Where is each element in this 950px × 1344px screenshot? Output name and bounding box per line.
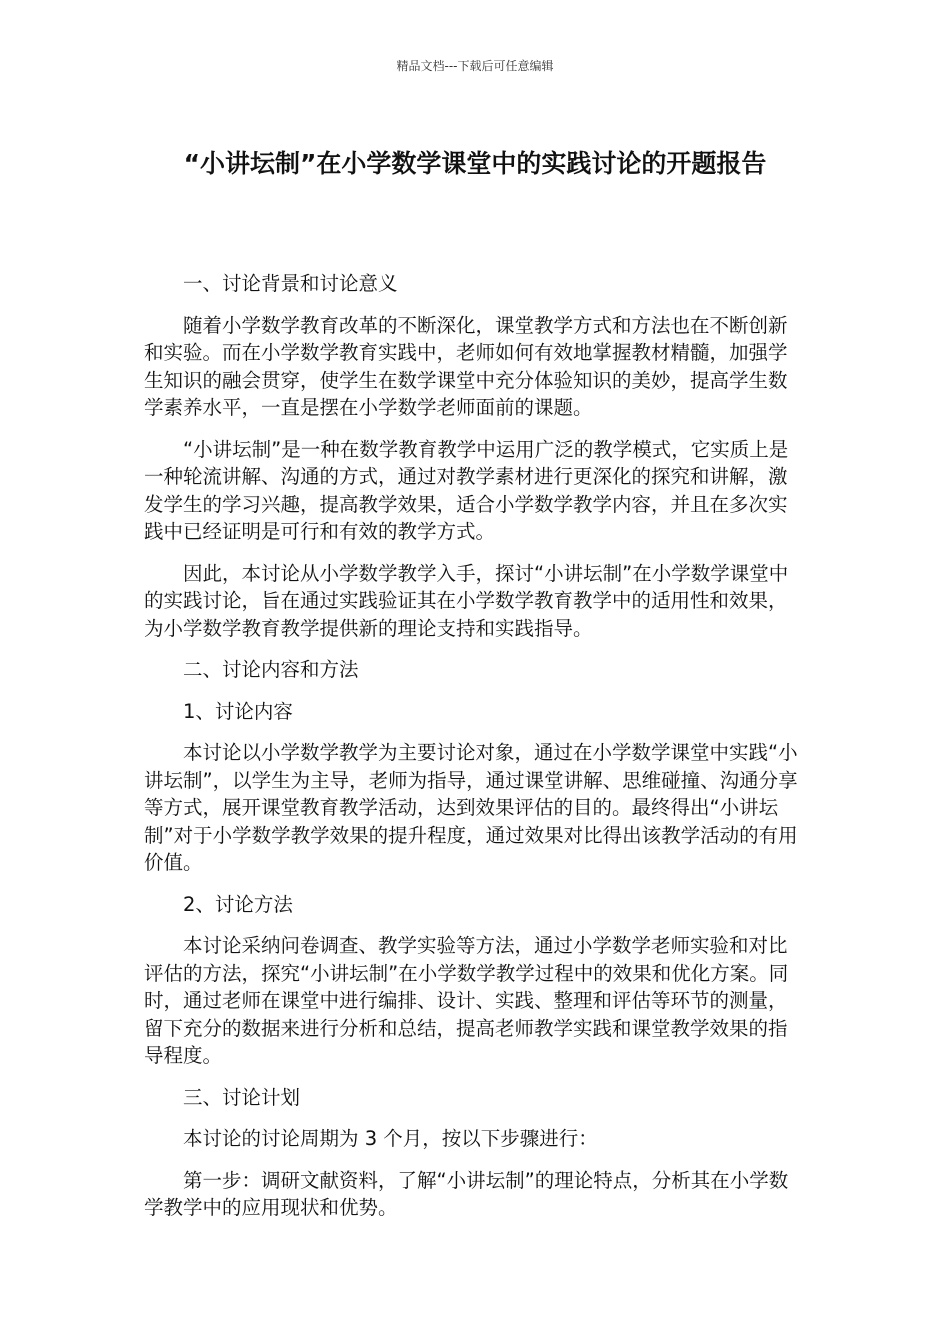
paragraph: “小讲坛制”是一种在数学教育教学中运用广泛的教学模式，它实质上是一种轮流讲解、沟通的方式，通过对教学素材进行更深化的探究和讲解，激发学生的学习兴趣，提高教学效果，适合小学数学教学内容，并且在多次实践中已经证明是可行和有效的教学方式。 [144,437,789,543]
section-heading: 三、讨论计划 [183,1085,301,1109]
section-heading: 二、讨论内容和方法 [183,658,359,681]
page-header: 精品文档---下载后可任意编辑 [396,59,554,73]
paragraph: 本讨论采纳问卷调查、教学实验等方法，通过小学数学老师实验和对比评估的方法，探究“小讲坛制”在小学数学教学过程中的效果和优化方案。同时，通过老师在课堂中进行编排、设计、实践、整理和评估等环节的测量，留下充分的数据来进行分析和总结，提高老师教学实践和课堂教学效果的指导程度。 [144,934,789,1067]
section-heading: 一、讨论背景和讨论意义 [183,272,398,295]
paragraph: 随着小学数学教育改革的不断深化，课堂教学方式和方法也在不断创新和实验。而在小学数学教育实践中，老师如何有效地掌握教材精髓，加强学生知识的融会贯穿，使学生在数学课堂中充分体验知识的美妙，提高学生数学素养水平，一直是摆在小学数学老师面前的课题。 [144,313,788,419]
subsection-heading: 1、讨论内容 [183,699,293,723]
subsection-heading: 2、讨论方法 [183,892,293,916]
paragraph: 本讨论以小学数学教学为主要讨论对象，通过在小学数学课堂中实践“小讲坛制”，以学生为主导，老师为指导，通过课堂讲解、思维碰撞、沟通分享等方式，展开课堂教育教学活动，达到效果评估的目的。最终得出“小讲坛制”对于小学数学教学效果的提升程度，通过效果对比得出该教学活动的有用价值。 [144,741,798,874]
document-body [144,270,800,1236]
document-title: “小讲坛制”在小学数学课堂中的实践讨论的开题报告 [183,149,767,178]
paragraph: 因此，本讨论从小学数学教学入手，探讨“小讲坛制”在小学数学课堂中的实践讨论，旨在通过实践验证其在小学数学教育教学中的适用性和效果，为小学数学教育教学提供新的理论支持和实践指导。 [144,561,789,640]
paragraph: 本讨论的讨论周期为 3 个月，按以下步骤进行： [183,1127,598,1150]
paragraph: 第一步：调研文献资料，了解“小讲坛制”的理论特点，分析其在小学数学教学中的应用现状和优势。 [144,1168,789,1219]
